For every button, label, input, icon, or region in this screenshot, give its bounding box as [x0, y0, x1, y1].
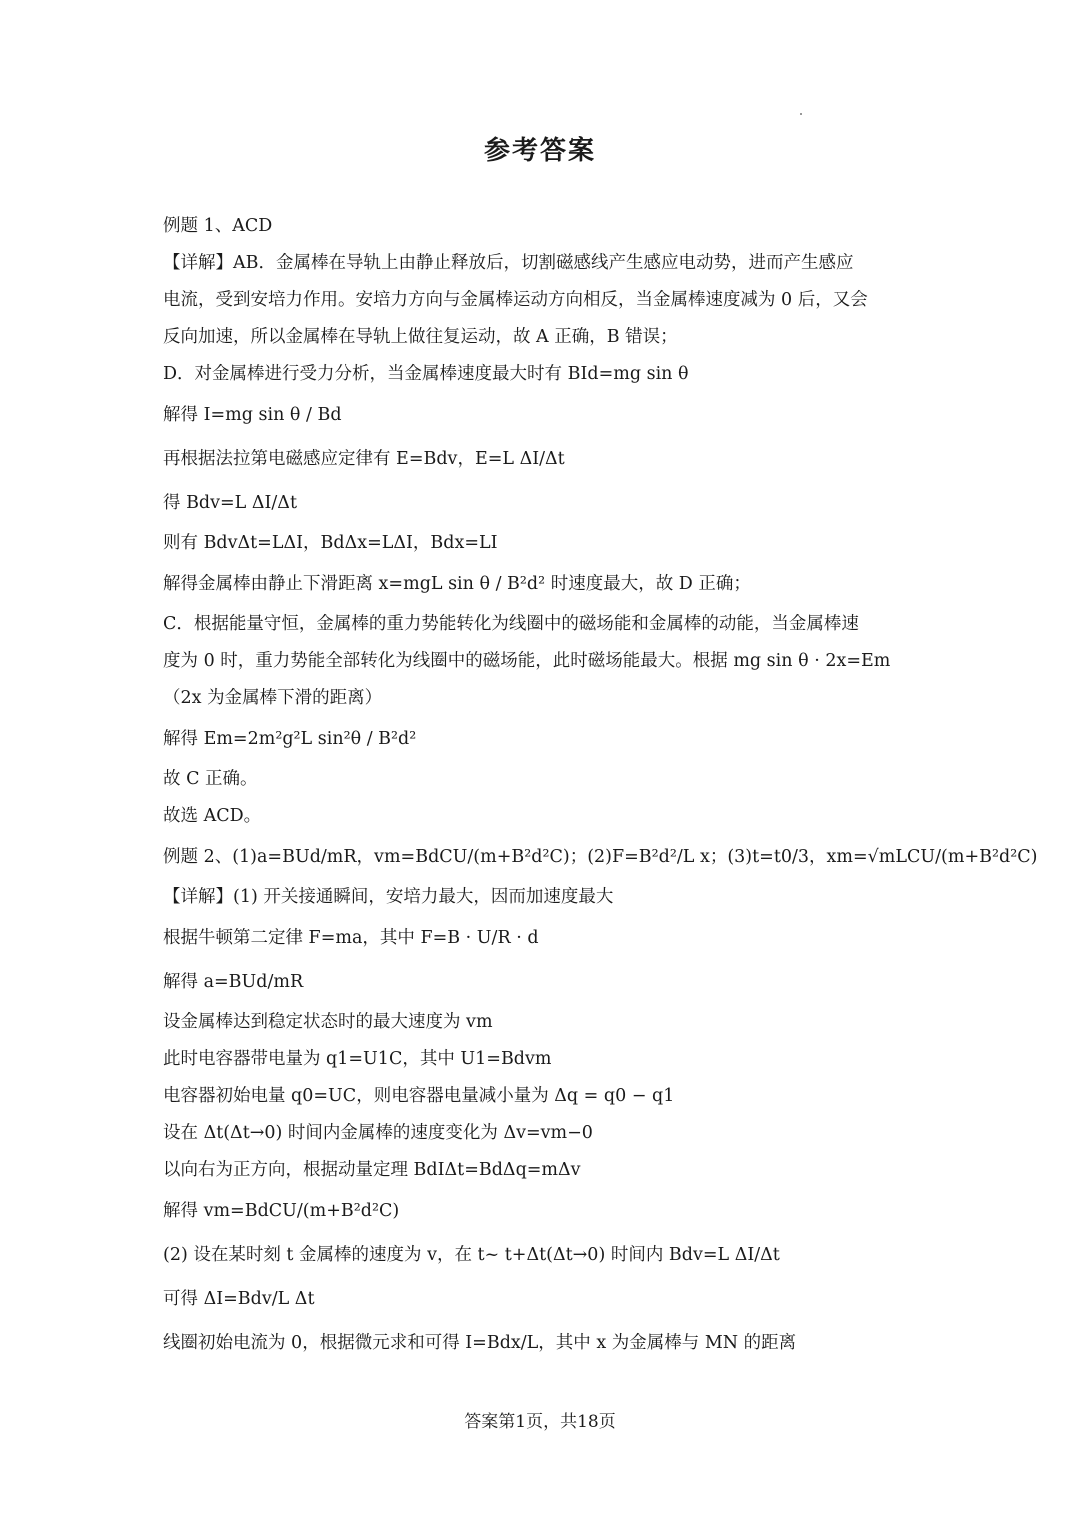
text-line: 故选 ACD。: [163, 806, 262, 826]
text-line: 例题 2、(1)a=BUd/mR，vm=BdCU/(m+B²d²C)；(2)F=B²d²/L x；(3)t=t0/3，xm=√mLCU/(m+B²d²C): [163, 847, 1038, 867]
text-line: （2x 为金属棒下滑的距离）: [163, 688, 383, 708]
text-line: 设在 Δt(Δt→0) 时间内金属棒的速度变化为 Δv=vm−0: [163, 1123, 593, 1143]
text-line: 解得金属棒由静止下滑距离 x=mgL sin θ / B²d² 时速度最大，故 D 正确；: [163, 574, 751, 594]
scan-dot: [800, 113, 802, 115]
page-footer: 答案第1页，共18页: [464, 1412, 616, 1432]
text-line: 则有 BdvΔt=LΔI，BdΔx=LΔI，Bdx=LI: [163, 533, 498, 553]
text-line: 设金属棒达到稳定状态时的最大速度为 vm: [163, 1012, 493, 1032]
text-line: 【详解】(1) 开关接通瞬间，安培力最大，因而加速度最大: [163, 887, 614, 907]
text-line: 【详解】AB．金属棒在导轨上由静止释放后，切割磁感线产生感应电动势，进而产生感应: [163, 253, 854, 273]
text-line: 根据牛顿第二定律 F=ma，其中 F=B · U/R · d: [163, 928, 539, 948]
text-line: 度为 0 时，重力势能全部转化为线圈中的磁场能，此时磁场能最大。根据 mg sin θ · 2x=Em: [163, 651, 891, 671]
page-title: 参考答案: [483, 136, 596, 166]
text-line: 电容器初始电量 q0=UC，则电容器电量减小量为 Δq = q0 − q1: [163, 1086, 675, 1106]
text-line: 以向右为正方向，根据动量定理 BdIΔt=BdΔq=mΔv: [163, 1160, 581, 1180]
text-line: 此时电容器带电量为 q1=U1C，其中 U1=Bdvm: [163, 1049, 552, 1069]
text-line: 解得 I=mg sin θ / Bd: [163, 405, 342, 425]
text-line: 故 C 正确。: [163, 769, 258, 789]
text-line: 例题 1、ACD: [163, 216, 273, 236]
text-line: 解得 a=BUd/mR: [163, 972, 304, 992]
text-line: 线圈初始电流为 0，根据微元求和可得 I=Bdx/L，其中 x 为金属棒与 MN 的距离: [163, 1333, 797, 1353]
text-line: D．对金属棒进行受力分析，当金属棒速度最大时有 BId=mg sin θ: [163, 364, 689, 384]
text-line: (2) 设在某时刻 t 金属棒的速度为 v，在 t~ t+Δt(Δt→0) 时间内 Bdv=L ΔI/Δt: [163, 1245, 780, 1265]
text-line: 解得 vm=BdCU/(m+B²d²C): [163, 1201, 400, 1221]
text-line: 得 Bdv=L ΔI/Δt: [163, 493, 297, 513]
text-line: C．根据能量守恒，金属棒的重力势能转化为线圈中的磁场能和金属棒的动能，当金属棒速: [163, 614, 859, 634]
text-line: 再根据法拉第电磁感应定律有 E=Bdv，E=L ΔI/Δt: [163, 449, 565, 469]
text-line: 解得 Em=2m²g²L sin²θ / B²d²: [163, 729, 417, 749]
text-line: 反向加速，所以金属棒在导轨上做往复运动，故 A 正确，B 错误；: [163, 327, 678, 347]
text-line: 电流，受到安培力作用。安培力方向与金属棒运动方向相反，当金属棒速度减为 0 后，又会: [163, 290, 868, 310]
answer-content: [163, 208, 1038, 1365]
text-line: 可得 ΔI=Bdv/L Δt: [163, 1289, 315, 1309]
